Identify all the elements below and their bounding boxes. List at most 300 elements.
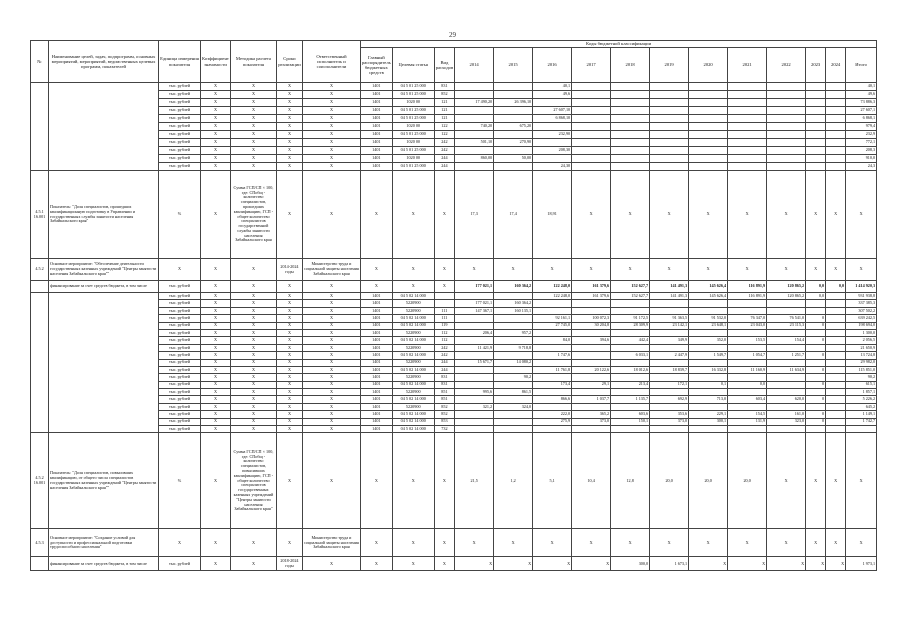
value-cell: X: [728, 557, 767, 571]
x-mark: X: [276, 426, 302, 433]
x-mark: X: [276, 352, 302, 359]
value-cell: [494, 426, 533, 433]
value-cell: [572, 389, 611, 396]
value-cell: 324,0: [494, 403, 533, 410]
value-cell: [826, 139, 846, 147]
value-cell: [572, 307, 611, 314]
value-cell: 92 161,1: [533, 315, 572, 322]
method-cell: Сумма ГСП/СП × 100, где: СПобщ - количество специалистов, прошедших квалификацию, ГСП - общее количество специалистов государственной службы занятости населения Забайкальского края: [230, 171, 276, 259]
value-cell: [533, 99, 572, 107]
vr-cell: [434, 293, 454, 300]
col-header-year: 2020: [689, 48, 728, 83]
x-mark: X: [434, 259, 454, 281]
x-mark: X: [302, 107, 360, 115]
value-cell: [826, 155, 846, 163]
value-cell: 229,1: [689, 411, 728, 418]
value-cell: [572, 91, 611, 99]
value-cell: [533, 359, 572, 366]
unit-cell: тыс. рублей: [159, 123, 201, 131]
total-cell: 1 414 920,3: [846, 281, 877, 293]
cs-cell: 04 5 02 14 000: [392, 426, 434, 433]
x-mark: X: [276, 293, 302, 300]
value-cell: 0,0: [826, 281, 846, 293]
responsible-cell: Министерство труда и социальной защиты населения Забайкальского края: [302, 529, 360, 557]
x-mark: X: [230, 259, 276, 281]
value-cell: [728, 329, 767, 336]
value-cell: X: [806, 433, 826, 529]
value-cell: 213,4: [611, 381, 650, 388]
x-mark: X: [201, 374, 231, 381]
value-cell: 17,4: [494, 171, 533, 259]
x-mark: X: [276, 123, 302, 131]
x-mark: X: [276, 315, 302, 322]
x-mark: X: [230, 359, 276, 366]
vr-cell: 852: [434, 411, 454, 418]
total-cell: 772,1: [846, 139, 877, 147]
value-cell: [728, 99, 767, 107]
unit-cell: тыс. рублей: [159, 163, 201, 171]
value-cell: [572, 107, 611, 115]
value-cell: [650, 300, 689, 307]
value-cell: 1 673,1: [650, 557, 689, 571]
cs-cell: 1020 00: [392, 99, 434, 107]
value-cell: [689, 329, 728, 336]
x-mark: X: [392, 529, 434, 557]
x-mark: X: [276, 359, 302, 366]
value-cell: [767, 91, 806, 99]
col-header-vr: Вид расходов: [434, 48, 454, 83]
cs-cell: 04 5 02 14 000: [392, 337, 434, 344]
value-cell: 84,0: [533, 337, 572, 344]
x-mark: X: [230, 155, 276, 163]
unit-cell: тыс. рублей: [159, 293, 201, 300]
col-header-year: 2019: [650, 48, 689, 83]
x-mark: X: [360, 529, 392, 557]
value-cell: [611, 115, 650, 123]
unit-cell: тыс. рублей: [159, 359, 201, 366]
value-cell: [728, 426, 767, 433]
value-cell: [611, 155, 650, 163]
value-cell: [533, 403, 572, 410]
unit-cell: тыс. рублей: [159, 315, 201, 322]
col-header-unit: Единица измерения показателя: [159, 41, 201, 83]
x-mark: X: [302, 99, 360, 107]
value-cell: [806, 107, 826, 115]
row-number: 4.5.2 16.001: [31, 433, 49, 529]
value-cell: X: [728, 171, 767, 259]
col-header-year: 2017: [572, 48, 611, 83]
blank-cell: [49, 83, 159, 171]
value-cell: 232,90: [533, 131, 572, 139]
value-cell: 861,5: [494, 389, 533, 396]
value-cell: [689, 389, 728, 396]
value-cell: [728, 123, 767, 131]
value-cell: X: [826, 557, 846, 571]
value-cell: 0: [806, 366, 826, 373]
value-cell: [611, 389, 650, 396]
value-cell: 50,00: [494, 155, 533, 163]
total-cell: 639 242,5: [846, 315, 877, 322]
x-mark: X: [302, 139, 360, 147]
total-cell: 21 650,9: [846, 344, 877, 351]
x-mark: X: [230, 91, 276, 99]
value-cell: 6 868,10: [533, 115, 572, 123]
page-number: 29: [449, 31, 456, 39]
value-cell: [767, 131, 806, 139]
value-cell: 206,4: [455, 329, 494, 336]
value-cell: [806, 329, 826, 336]
value-cell: 321,2: [455, 403, 494, 410]
x-mark: X: [302, 293, 360, 300]
value-cell: [494, 337, 533, 344]
value-cell: [767, 123, 806, 131]
x-mark: X: [230, 307, 276, 314]
main-activity-row: [31, 529, 877, 557]
x-mark: X: [201, 83, 231, 91]
vr-cell: 831: [434, 374, 454, 381]
value-cell: 20,0: [728, 433, 767, 529]
x-mark: X: [392, 171, 434, 259]
value-cell: 11 761,8: [533, 366, 572, 373]
gp-cell: 1401: [360, 83, 392, 91]
col-header-no: №: [31, 41, 49, 83]
x-mark: X: [276, 366, 302, 373]
value-cell: [806, 344, 826, 351]
value-cell: [728, 389, 767, 396]
value-cell: 91 172,5: [611, 315, 650, 322]
indicator-row: [31, 171, 877, 259]
x-mark: X: [302, 403, 360, 410]
value-cell: [650, 99, 689, 107]
x-mark: X: [302, 147, 360, 155]
gp-cell: 1401: [360, 352, 392, 359]
value-cell: [650, 403, 689, 410]
x-mark: X: [230, 131, 276, 139]
value-cell: [689, 123, 728, 131]
unit-cell: тыс. рублей: [159, 83, 201, 91]
value-cell: [572, 374, 611, 381]
gp-cell: 1401: [360, 374, 392, 381]
cs-cell: 04 5 02 14 000: [392, 293, 434, 300]
x-mark: X: [201, 426, 231, 433]
x-mark: X: [360, 557, 392, 571]
x-mark: X: [201, 259, 231, 281]
value-cell: 17 490,20: [455, 99, 494, 107]
x-mark: X: [302, 374, 360, 381]
x-mark: X: [201, 147, 231, 155]
value-cell: [728, 307, 767, 314]
value-cell: [689, 155, 728, 163]
value-cell: [767, 389, 806, 396]
value-cell: 147 367,1: [455, 307, 494, 314]
x-mark: X: [360, 259, 392, 281]
value-cell: 11 634,9: [767, 366, 806, 373]
gp-cell: 1401: [360, 139, 392, 147]
x-mark: X: [276, 337, 302, 344]
indicator-row: [31, 433, 877, 529]
value-cell: 49,6: [533, 91, 572, 99]
value-cell: [728, 403, 767, 410]
value-cell: [767, 107, 806, 115]
col-header-year: 2024: [826, 48, 846, 83]
cs-cell: 04 5 02 14 000: [392, 418, 434, 425]
vr-cell: 244: [434, 359, 454, 366]
value-cell: [806, 389, 826, 396]
gp-cell: 1401: [360, 91, 392, 99]
value-cell: [689, 359, 728, 366]
gp-cell: 1401: [360, 131, 392, 139]
x-mark: X: [159, 259, 201, 281]
value-cell: 161 379,6: [572, 281, 611, 293]
x-mark: X: [302, 366, 360, 373]
value-cell: X: [826, 171, 846, 259]
value-cell: 0: [806, 315, 826, 322]
x-mark: X: [230, 352, 276, 359]
total-cell: 337 385,3: [846, 300, 877, 307]
cs-cell: 04 5 02 14 000: [392, 366, 434, 373]
value-cell: [826, 131, 846, 139]
value-cell: [767, 359, 806, 366]
value-cell: X: [572, 171, 611, 259]
x-mark: X: [494, 529, 533, 557]
value-cell: [455, 374, 494, 381]
x-mark: X: [201, 329, 231, 336]
value-cell: [572, 115, 611, 123]
total-cell: 5 226,2: [846, 396, 877, 403]
x-mark: X: [276, 344, 302, 351]
value-cell: [572, 426, 611, 433]
total-cell: 198 694,0: [846, 322, 877, 329]
value-cell: [494, 411, 533, 418]
program-table: [30, 40, 877, 571]
value-cell: 18,91: [533, 171, 572, 259]
value-cell: 23 648,1: [689, 322, 728, 329]
financing-row: [31, 557, 877, 571]
value-cell: [455, 83, 494, 91]
x-mark: X: [230, 366, 276, 373]
value-cell: [806, 147, 826, 155]
x-mark: X: [434, 557, 454, 571]
col-header-method: Методика расчета показателя: [230, 41, 276, 83]
value-cell: 173,4: [533, 381, 572, 388]
gp-cell: 1401: [360, 115, 392, 123]
value-cell: [611, 107, 650, 115]
value-cell: [611, 123, 650, 131]
value-cell: [767, 426, 806, 433]
activity-name: Основное мероприятие: "Обеспечение деятельности государственных казенных учреждений "Центры занятости населения Забайкальского края"": [49, 259, 159, 281]
value-cell: [767, 155, 806, 163]
x-mark: X: [201, 171, 231, 259]
vr-cell: 852: [434, 91, 454, 99]
unit-cell: тыс. рублей: [159, 115, 201, 123]
unit-cell: %: [159, 171, 201, 259]
total-cell: 979,4: [846, 123, 877, 131]
x-mark: X: [201, 281, 231, 293]
value-cell: [728, 83, 767, 91]
unit-cell: тыс. рублей: [159, 139, 201, 147]
x-mark: X: [230, 139, 276, 147]
gp-cell: 1401: [360, 307, 392, 314]
x-mark: X: [302, 131, 360, 139]
value-cell: [767, 329, 806, 336]
total-cell: 115 851,0: [846, 366, 877, 373]
value-cell: [806, 115, 826, 123]
value-cell: [806, 426, 826, 433]
cs-cell: 04 5 02 14 000: [392, 322, 434, 329]
value-cell: [611, 307, 650, 314]
value-cell: [728, 155, 767, 163]
x-mark: X: [806, 259, 826, 281]
value-cell: [611, 300, 650, 307]
total-cell: 931 938,8: [846, 293, 877, 300]
value-cell: 150,1: [611, 418, 650, 425]
value-cell: [455, 115, 494, 123]
x-mark: X: [302, 83, 360, 91]
gp-cell: 1401: [360, 99, 392, 107]
x-mark: X: [302, 322, 360, 329]
value-cell: 18 839,7: [650, 366, 689, 373]
total-cell: 90,2: [846, 374, 877, 381]
unit-cell: тыс. рублей: [159, 155, 201, 163]
value-cell: [689, 344, 728, 351]
value-cell: [689, 99, 728, 107]
row-number: 4.5.1 16.001: [31, 171, 49, 259]
blank-cell: [31, 281, 49, 293]
value-cell: 122 248,0: [533, 293, 572, 300]
value-cell: [826, 147, 846, 155]
value-cell: 154,5: [728, 411, 767, 418]
unit-cell: тыс. рублей: [159, 91, 201, 99]
gp-cell: 1401: [360, 163, 392, 171]
x-mark: X: [611, 259, 650, 281]
x-mark: X: [302, 557, 360, 571]
value-cell: [455, 337, 494, 344]
value-cell: X: [767, 171, 806, 259]
value-cell: 24,30: [533, 163, 572, 171]
value-cell: [455, 107, 494, 115]
main-activity-row: [31, 259, 877, 281]
value-cell: [494, 396, 533, 403]
total-cell: 1 857,1: [846, 389, 877, 396]
value-cell: [689, 374, 728, 381]
value-cell: 154,4: [767, 337, 806, 344]
x-mark: X: [230, 396, 276, 403]
total-cell: 307 502,2: [846, 307, 877, 314]
value-cell: [611, 163, 650, 171]
x-mark: X: [276, 403, 302, 410]
gp-cell: 1401: [360, 293, 392, 300]
value-cell: 30 204,8: [572, 322, 611, 329]
x-mark: X: [826, 259, 846, 281]
value-cell: 957,2: [494, 329, 533, 336]
value-cell: 0: [806, 352, 826, 359]
value-cell: [826, 396, 846, 403]
unit-cell: тыс. рублей: [159, 418, 201, 425]
cs-cell: 04 5 02 14 000: [392, 396, 434, 403]
value-cell: [494, 115, 533, 123]
value-cell: [806, 123, 826, 131]
value-cell: [826, 329, 846, 336]
vr-cell: 244: [434, 366, 454, 373]
value-cell: [689, 139, 728, 147]
vr-cell: 242: [434, 352, 454, 359]
value-cell: 141 491,3: [650, 281, 689, 293]
blank-cell: [31, 83, 49, 171]
value-cell: [572, 139, 611, 147]
value-cell: [611, 403, 650, 410]
value-cell: [826, 359, 846, 366]
value-cell: 860,00: [455, 155, 494, 163]
value-cell: [826, 163, 846, 171]
cs-cell: 5220900: [392, 374, 434, 381]
value-cell: [611, 99, 650, 107]
value-cell: 866,6: [533, 396, 572, 403]
total-cell: 13 724,8: [846, 352, 877, 359]
x-mark: X: [201, 99, 231, 107]
value-cell: [494, 315, 533, 322]
cs-cell: 5220900: [392, 344, 434, 351]
blank-cell: [49, 293, 159, 433]
value-cell: [728, 91, 767, 99]
col-header-year: 2021: [728, 48, 767, 83]
value-cell: [826, 315, 846, 322]
value-cell: X: [533, 557, 572, 571]
x-mark: X: [302, 396, 360, 403]
value-cell: 394,6: [572, 337, 611, 344]
x-mark: X: [302, 91, 360, 99]
value-cell: [767, 307, 806, 314]
value-cell: [689, 131, 728, 139]
total-cell: 1 149,1: [846, 411, 877, 418]
value-cell: [650, 123, 689, 131]
unit-cell: тыс. рублей: [159, 366, 201, 373]
x-mark: X: [302, 381, 360, 388]
value-cell: 161,0: [767, 411, 806, 418]
x-mark: X: [230, 418, 276, 425]
value-cell: [826, 352, 846, 359]
x-mark: X: [230, 115, 276, 123]
gp-cell: 1401: [360, 426, 392, 433]
gp-cell: 1401: [360, 396, 392, 403]
value-cell: 40,1: [533, 83, 572, 91]
x-mark: X: [767, 259, 806, 281]
value-cell: [494, 107, 533, 115]
x-mark: X: [276, 83, 302, 91]
vr-cell: 111: [434, 307, 454, 314]
value-cell: X: [494, 557, 533, 571]
x-mark: X: [201, 381, 231, 388]
value-cell: [826, 115, 846, 123]
value-cell: 11 421,9: [455, 344, 494, 351]
gp-cell: 1401: [360, 155, 392, 163]
value-cell: [611, 139, 650, 147]
value-cell: 740,20: [455, 123, 494, 131]
value-cell: 14 080,2: [494, 359, 533, 366]
x-mark: X: [230, 322, 276, 329]
x-mark: X: [434, 171, 454, 259]
value-cell: 152 627,7: [611, 293, 650, 300]
value-cell: 675,20: [494, 123, 533, 131]
blank-cell: [31, 293, 49, 433]
x-mark: X: [230, 293, 276, 300]
vr-cell: 122: [434, 131, 454, 139]
value-cell: [767, 344, 806, 351]
value-cell: [689, 107, 728, 115]
value-cell: [767, 147, 806, 155]
value-cell: [494, 147, 533, 155]
value-cell: [572, 163, 611, 171]
x-mark: X: [392, 557, 434, 571]
